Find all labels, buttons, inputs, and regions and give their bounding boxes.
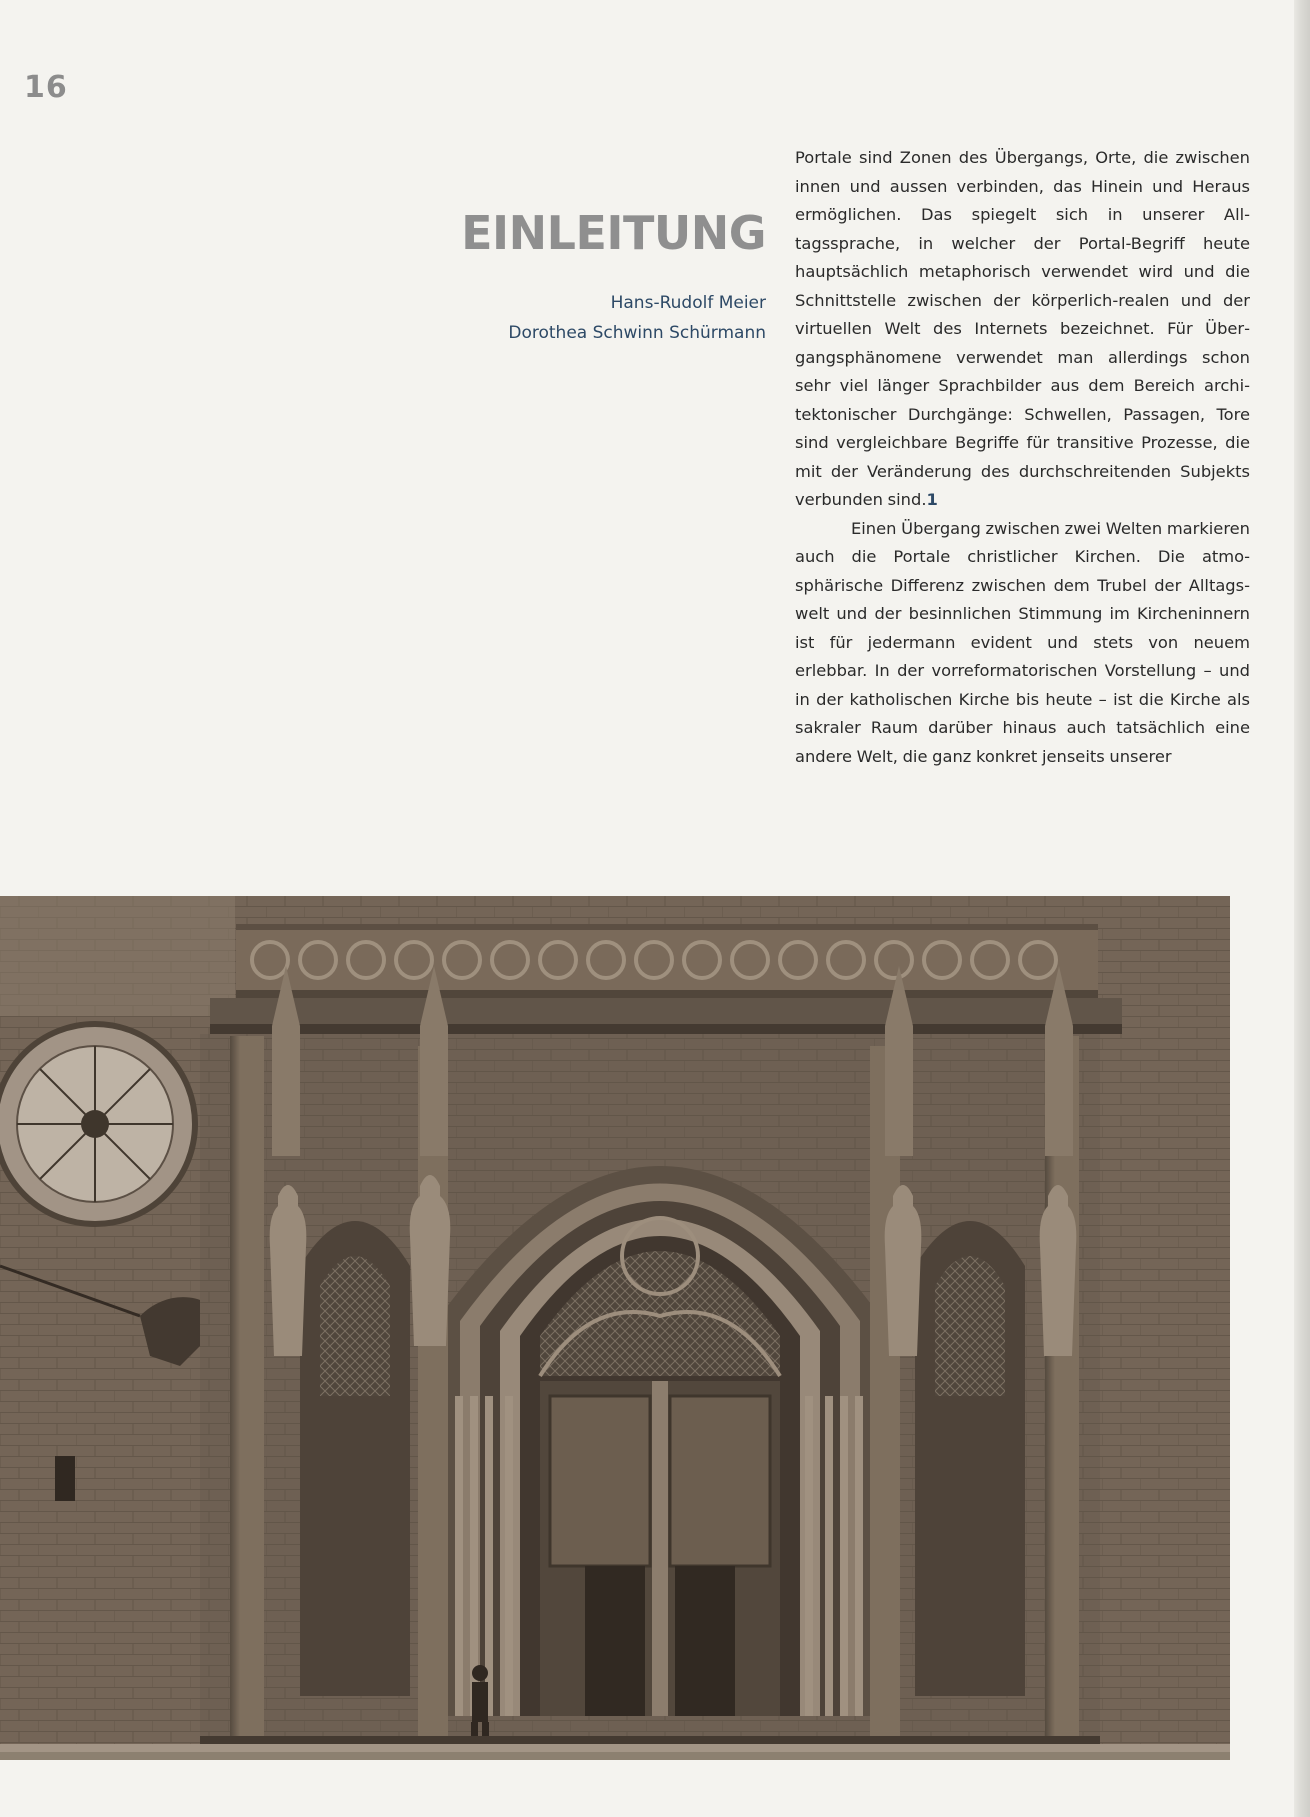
chapter-title: EINLEITUNG (461, 206, 766, 260)
page-spine-shadow (1294, 0, 1310, 1817)
paragraph-text: Portale sind Zonen des Übergangs, Orte, die zwischen innen und aussen verbinden, das Hinein und Heraus ermöglichen. Das spiegelt sich in unserer Alltagssprache, in welcher der Portal-Begriff heute hauptsächlich metaphorisch verwendet wird und die Schnittstelle zwischen der körperlich-realen und der virtuellen Welt des Internets bezeichnet. Für Übergangsphänomene verwendet man allerdings schon sehr viel länger Sprachbilder aus dem Bereich architektonischer Durchgänge: Schwellen, Passagen, Tore sind vergleichbare Begriffe für transitive Prozesse, die mit der Veränderung des durchschreitenden Subjekts verbunden sind. (795, 148, 1250, 509)
page-number: 16 (24, 70, 68, 105)
author-name: Dorothea Schwinn Schürmann (508, 323, 766, 343)
body-text-column (795, 144, 1250, 771)
author-name: Hans-Rudolf Meier (610, 293, 766, 313)
footnote-reference[interactable]: 1 (926, 490, 938, 509)
cathedral-portal-photograph (0, 896, 1230, 1760)
paragraph (795, 144, 1250, 515)
paragraph: Einen Übergang zwischen zwei Welten markieren auch die Portale christlicher Kirchen. Die atmosphärische Differenz zwischen dem Trubel der Alltagswelt und der besinnlichen Stimmung im Kircheninnern ist für jedermann evident und stets von neuem erlebbar. In der vorreformatorischen Vorstellung – und in der katholischen Kirche bis heute – ist die Kirche als sakraler Raum darüber hinaus auch tatsächlich eine andere Welt, die ganz konkret jenseits unserer (795, 518, 1250, 766)
author-list (508, 288, 766, 348)
